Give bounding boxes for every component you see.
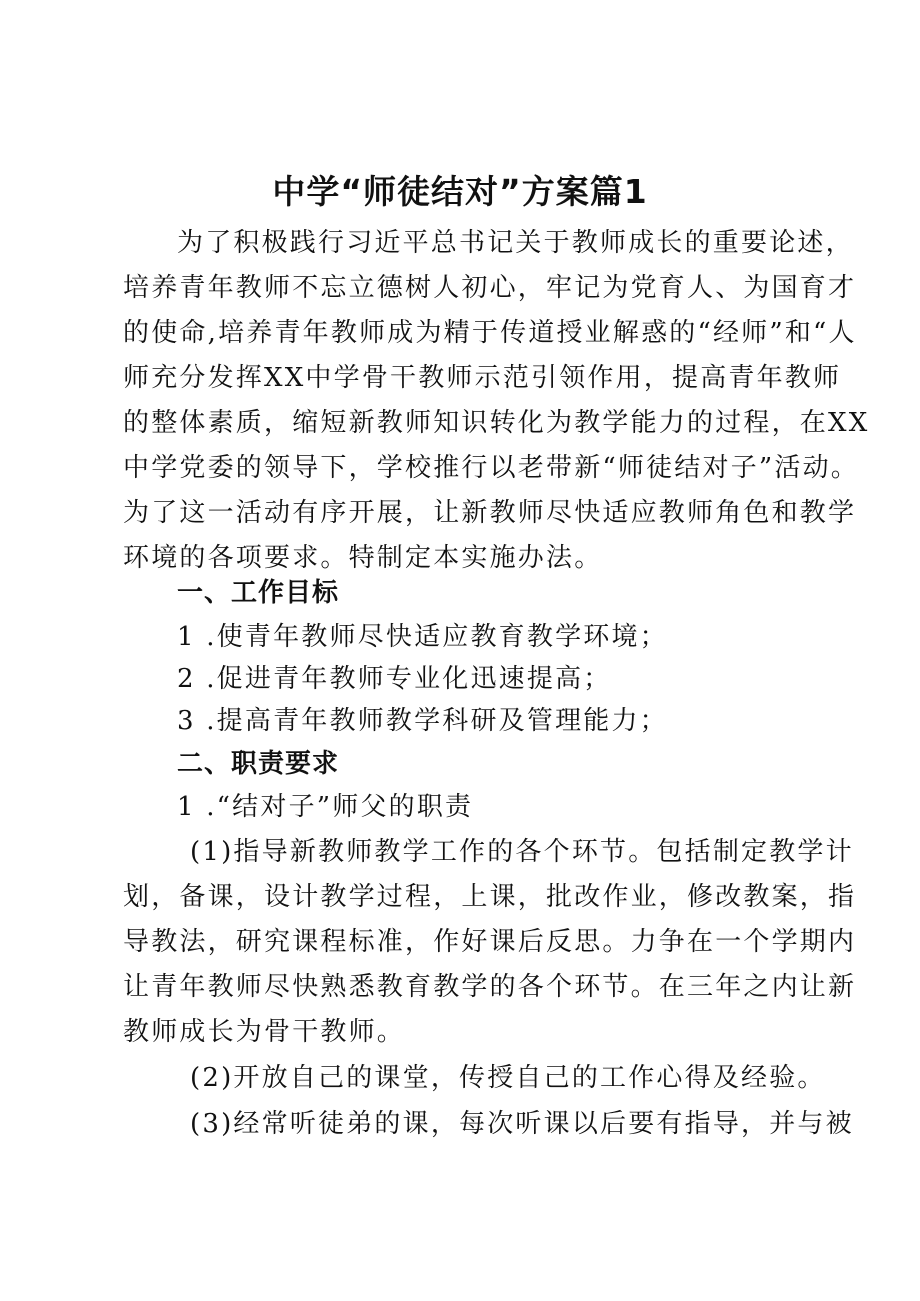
intro-line: 的使命,培养青年教师成为精于传道授业解惑的“经师”和“人 xyxy=(123,318,857,348)
duty-paragraph-line: 导教法，研究课程标准，作好课后反思。力争在一个学期内 xyxy=(123,927,857,957)
goal-item: 3 .提高青年教师教学科研及管理能力； xyxy=(177,706,668,736)
duty-paragraph-line: 教师成长为骨干教师。 xyxy=(123,1017,406,1047)
intro-line: 的整体素质，缩短新教师知识转化为教学能力的过程，在XX xyxy=(123,408,870,438)
duty-paragraph: (2)开放自己的课堂，传授自己的工作心得及经验。 xyxy=(190,1063,826,1093)
section-heading-goals: 一、工作目标 xyxy=(177,578,340,608)
duty-paragraph: (3)经常听徒弟的课，每次听课以后要有指导，并与被 xyxy=(190,1109,854,1139)
intro-line: 为了这一活动有序开展，让新教师尽快适应教师角色和教学 xyxy=(123,498,857,528)
section-heading-duties: 二、职责要求 xyxy=(177,749,340,779)
intro-line: 环境的各项要求。特制定本实施办法。 xyxy=(123,543,603,573)
goal-item: 2 .促进青年教师专业化迅速提高； xyxy=(177,664,612,694)
intro-line: 为了积极践行习近平总书记关于教师成长的重要论述， xyxy=(177,228,854,258)
goal-item: 1 .使青年教师尽快适应教育教学环境； xyxy=(177,622,668,652)
duty-paragraph-line: 让青年教师尽快熟悉教育教学的各个环节。在三年之内让新 xyxy=(123,972,857,1002)
intro-line: 师充分发挥XX中学骨干教师示范引领作用，提高青年教师 xyxy=(123,363,842,393)
duty-paragraph-line: (1)指导新教师教学工作的各个环节。包括制定教学计 xyxy=(190,837,854,867)
sub-heading-mentor-duties: 1 .“结对子”师父的职责 xyxy=(177,792,474,822)
document-title: 中学“师徒结对”方案篇1 xyxy=(272,172,648,211)
duty-paragraph-line: 划，备课，设计教学过程，上课，批改作业，修改教案，指 xyxy=(123,882,857,912)
intro-line: 培养青年教师不忘立德树人初心，牢记为党育人、为国育才 xyxy=(123,273,857,303)
intro-line: 中学党委的领导下，学校推行以老带新“师徒结对子”活动。 xyxy=(123,453,859,483)
